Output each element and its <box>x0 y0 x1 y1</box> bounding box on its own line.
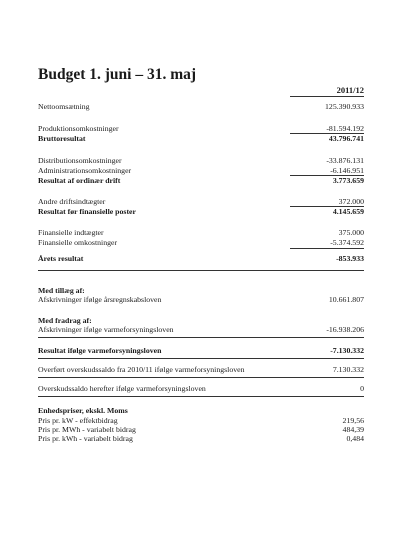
column-header: 2011/12 <box>336 85 364 95</box>
row-label: Distributionsomkostninger <box>38 156 122 165</box>
row-label: Pris pr. kWh - variabelt bidrag <box>38 434 133 443</box>
row-value: 10.661.807 <box>328 295 364 304</box>
row-resultat-varmeforsyningsloven <box>38 345 364 356</box>
section-rule <box>38 396 364 397</box>
row-label: Overført overskudssaldo fra 2010/11 ifølge varmeforsyningsloven <box>38 365 245 374</box>
row-value: 219,56 <box>342 416 364 425</box>
row-label: Resultat ifølge varmeforsyningsloven <box>38 346 162 355</box>
row-value: -81.594.192 <box>326 124 364 133</box>
row-overskudssaldo-herefter <box>38 383 364 394</box>
row-label: Pris pr. kW - effektbidrag <box>38 416 118 425</box>
row-label: Bruttoresultat <box>38 134 86 143</box>
section-rule <box>38 270 364 271</box>
section-rule <box>38 337 364 338</box>
row-afskrivninger-varmeforsyningsloven <box>38 324 364 335</box>
row-value: 125.390.933 <box>325 102 364 111</box>
row-bruttoresultat <box>38 133 364 144</box>
row-label: Administrationsomkostninger <box>38 166 132 175</box>
row-afskrivninger-aarsregnskabsloven <box>38 294 364 305</box>
row-label: Overskudssaldo herefter ifølge varmeforsyningsloven <box>38 384 206 393</box>
row-pris-kwh-variabelt-bidrag <box>38 433 364 444</box>
row-aarets-resultat <box>38 253 364 264</box>
row-label: Enhedspriser, ekskl. Moms <box>38 406 128 415</box>
row-value: 484,39 <box>342 425 364 434</box>
page-title: Budget 1. juni – 31. maj <box>38 66 197 83</box>
row-value: 43.796.741 <box>328 134 364 143</box>
row-label: Afskrivninger ifølge årsregnskabsloven <box>38 295 162 304</box>
row-resultat-foer-finansielle-poster <box>38 206 364 217</box>
row-label: Pris pr. MWh - variabelt bidrag <box>38 425 136 434</box>
row-value: -16.938.206 <box>326 325 364 334</box>
row-label: Nettoomsætning <box>38 102 90 111</box>
row-value: 7.130.332 <box>332 365 364 374</box>
row-label: Produktionsomkostninger <box>38 124 119 133</box>
row-value: 372.000 <box>338 197 364 206</box>
row-nettoomsaetning <box>38 101 364 112</box>
header-rule <box>290 96 364 97</box>
row-label: Resultat før finansielle poster <box>38 207 136 216</box>
row-value: -853.933 <box>336 254 364 263</box>
section-rule <box>38 377 364 378</box>
row-value: 4.145.659 <box>332 207 364 216</box>
row-value: -7.130.332 <box>330 346 364 355</box>
row-label: Resultat af ordinær drift <box>38 176 121 185</box>
row-value: 0 <box>360 384 364 393</box>
row-label: Med fradrag af: <box>38 316 92 325</box>
subtotal-rule <box>290 248 364 249</box>
row-value: -33.876.131 <box>326 156 364 165</box>
row-resultat-ordinaer-drift <box>38 175 364 186</box>
row-label: Andre driftsindtægter <box>38 197 106 206</box>
row-overfoert-overskudssaldo <box>38 364 364 375</box>
row-label: Finansielle indtægter <box>38 228 104 237</box>
row-value: -6.146.951 <box>330 166 364 175</box>
row-value: 3.773.659 <box>332 176 364 185</box>
row-value: 0,484 <box>346 434 364 443</box>
row-label: Afskrivninger ifølge varmeforsyningsloven <box>38 325 174 334</box>
row-value: -5.374.592 <box>330 238 364 247</box>
row-value: 375.000 <box>338 228 364 237</box>
row-finansielle-omkostninger <box>38 237 364 248</box>
section-rule <box>38 358 364 359</box>
row-label: Finansielle omkostninger <box>38 238 118 247</box>
row-label: Med tillæg af: <box>38 286 85 295</box>
row-label: Årets resultat <box>38 254 84 263</box>
